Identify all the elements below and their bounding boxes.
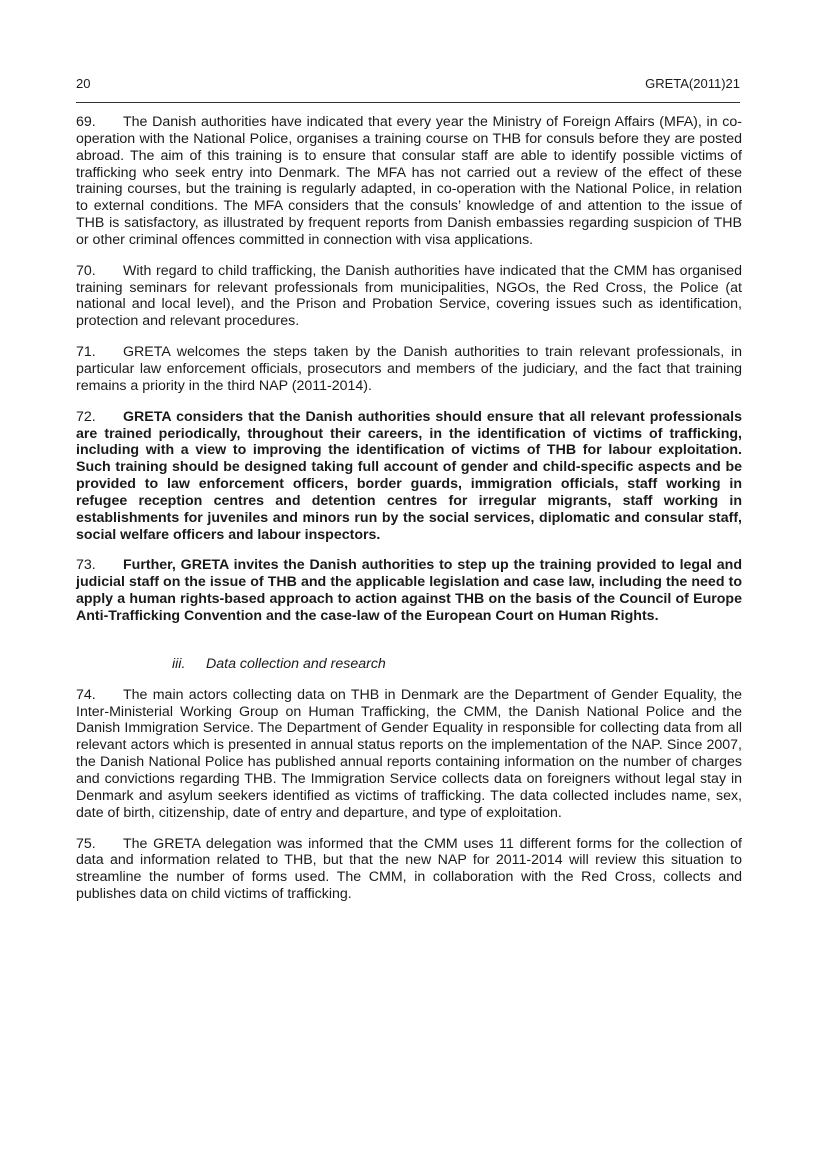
paragraph-text: Further, GRETA invites the Danish authorities to step up the training provided to legal and judicial staff on the issue of THB and the applicable legislation and case law, including the need to apply a human rights-based approach to action against THB on the basis of the Council of Europe Anti-Trafficking Convention and the case-law of the European Court on Human Rights. (76, 557, 742, 624)
section-title: Data collection and research (206, 655, 386, 672)
page-number: 20 (76, 76, 91, 91)
paragraph-69 (76, 114, 742, 249)
page-header (76, 72, 740, 103)
paragraph-text: The GRETA delegation was informed that the CMM uses 11 different forms for the collection of data and information related to THB, but that the new NAP for 2011-2014 will review this situation to streamline the number of forms used. The CMM, in collaboration with the Red Cross, collects and publishes data on child victims of trafficking. (76, 835, 742, 903)
paragraph-text: With regard to child trafficking, the Danish authorities have indicated that the CMM has organised training seminars for relevant professionals from municipalities, NGOs, the Red Cross, the Police (at national and local level), and the Prison and Probation Service, covering issues such as identification, protection and relevant procedures. (76, 262, 742, 330)
paragraph-75 (76, 836, 742, 903)
paragraph-number: 73. (76, 557, 96, 574)
paragraph-70 (76, 263, 742, 330)
paragraph-number: 70. (76, 262, 96, 279)
paragraph-text: The Danish authorities have indicated that every year the Ministry of Foreign Affairs (MFA), in co-operation with the National Police, organises a training course on THB for consuls before they are posted abroad. The aim of this training is to ensure that consular staff are able to identify possible victims of trafficking who seek entry into Denmark. The MFA has not carried out a review of the effect of these training courses, but the training is regularly adapted, in co-operation with the National Police, in relation to external conditions. The MFA considers that the consuls’ knowledge of and attention to the issue of THB is satisfactory, as illustrated by frequent reports from Danish embassies regarding suspicion of THB or other criminal offences committed in connection with visa applications. (76, 114, 742, 248)
paragraph-number: 69. (76, 114, 96, 130)
paragraph-text: GRETA considers that the Danish authorities should ensure that all relevant professionals are trained periodically, throughout their careers, in the identification of victims of trafficking, including with a view to improving the identification of victims of THB for labour exploitation. Such training should be designed taking full account of gender and child-specific aspects and be provided to law enforcement officers, border guards, immigration officials, staff working in refugee reception centres and detention centres for irregular migrants, staff working in establishments for juveniles and minors run by the social services, diplomatic and consular staff, social welfare officers and labour inspectors. (76, 408, 742, 543)
section-number: iii. (172, 655, 186, 672)
document-body (76, 114, 742, 917)
paragraph-number: 75. (76, 835, 96, 852)
paragraph-number: 72. (76, 408, 96, 425)
paragraph-text: The main actors collecting data on THB in Denmark are the Department of Gender Equality, the Inter-Ministerial Working Group on Human Trafficking, the CMM, the Danish National Police and the Danish Immigration Service. The Department of Gender Equality in responsible for collecting data from all relevant actors which is presented in annual status reports on the implementation of the NAP. Since 2007, the Danish National Police has published annual reports containing information on the number of charges and convictions regarding THB. The Immigration Service collects data on foreigners without legal stay in Denmark and asylum seekers identified as victims of trafficking. The data collected includes name, sex, date of birth, citizenship, date of entry and departure, and type of exploitation. (76, 686, 742, 821)
paragraph-71 (76, 344, 742, 395)
paragraph-73-recommendation (76, 557, 742, 624)
section-heading (172, 656, 742, 673)
paragraph-number: 74. (76, 686, 96, 703)
paragraph-number: 71. (76, 344, 96, 361)
paragraph-74 (76, 687, 742, 822)
document-reference: GRETA(2011)21 (645, 76, 740, 91)
paragraph-text: GRETA welcomes the steps taken by the Danish authorities to train relevant professionals, in particular law enforcement officials, prosecutors and members of the judiciary, and the fact that training remains a priority in the third NAP (2011-2014). (76, 344, 742, 394)
paragraph-72-recommendation (76, 409, 742, 544)
